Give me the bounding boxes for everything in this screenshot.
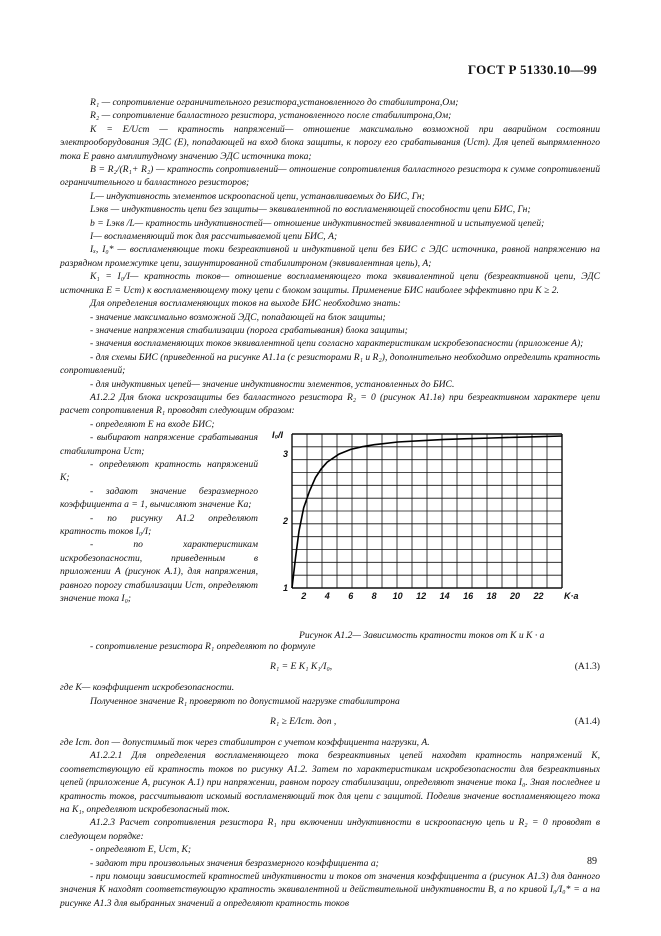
paragraph: L— индуктивность элементов искроопасной цепи, устанавливаемых до БИС, Гн;: [90, 190, 425, 202]
list-item: - для схемы БИС (приведенной на рисунке А1.1а (с резисторами R₁ и R₂), дополнительно необходимо определить кратность сопротивлений;: [60, 351, 600, 377]
x-tick-label: 14: [439, 590, 450, 601]
paragraph: Для определения воспламеняющих токов на выходе БИС необходимо знать:: [90, 298, 401, 310]
list-item: - определяют E на входе БИС;: [90, 418, 215, 430]
list-item: - сопротивление резистора R₁ определяют по формуле: [90, 640, 316, 652]
document-body: [60, 96, 600, 910]
page-header: ГОСТ Р 51330.10—99: [467, 62, 597, 77]
x-tick-label: 8: [371, 590, 377, 601]
formula-number: (А1.3): [574, 661, 600, 673]
x-tick-label: 16: [463, 590, 474, 601]
x-axis-label: K·a: [564, 590, 579, 601]
paragraph: Полученное значение R₁ проверяют по допустимой нагрузке стабилитрона: [90, 695, 400, 707]
paragraph: где Iст. доп — допустимый ток через стабилитрон с учетом коэффициента нагрузки, А.: [60, 736, 430, 748]
paragraph: B = R₂/(R₁+ R₂) — кратность сопротивлений— отношение сопротивления балластного резистора к сумме сопротивлений ограничительного и балластного резисторов;: [60, 164, 600, 189]
current-ratio-chart: [267, 420, 600, 640]
y-tick-label: 3: [282, 448, 288, 459]
figure-wrap: [60, 418, 600, 640]
x-tick-label: 22: [533, 590, 544, 601]
list-item: - для индуктивных цепей— значение индуктивности элементов, установленных до БИС.: [90, 378, 455, 390]
paragraph: R₂ — сопротивление балластного резистора, установленного после стабилитрона,Ом;: [90, 110, 452, 122]
x-tick-label: 2: [301, 590, 307, 601]
list-item: - задают три произвольных значения безразмерного коэффициента a;: [90, 857, 379, 869]
paragraph: А1.2.3 Расчет сопротивления резистора R₁ при включении индуктивности в искроопасную цепь и R₂ = 0 проводят в следующем порядке:: [60, 817, 600, 842]
list-item: - по рисунку А1.2 определяют кратность токов I₀/I;: [60, 512, 258, 537]
x-tick-label: 20: [510, 590, 521, 601]
figure-caption: Рисунок А1.2— Зависимость кратности токов от K и K · a: [299, 629, 545, 641]
formula-number: (А1.4): [574, 715, 600, 727]
formula-text: R₁ = E K₁ K₁/I₀,: [270, 661, 333, 673]
page-number: 89: [587, 856, 597, 867]
list-item: - при помощи зависимостей кратностей индуктивности и токов от значения коэффициента a (рисунок А1.3) для данного значения K находят соответствующую кратность эквивалентной и действительной индуктивности B, а по кривой I₀/I₀* = a на рисунке А1.3 для выбранных значений a определяют кратность токов: [60, 871, 600, 909]
x-tick-label: 10: [392, 590, 403, 601]
y-axis-label: I₀/I: [272, 429, 284, 440]
formula-a14: [60, 712, 600, 732]
y-tick-label: 2: [282, 515, 288, 526]
x-tick-label: 12: [416, 590, 427, 601]
paragraph: А1.2.2.1 Для определения воспламеняющего тока безреактивных цепей находят кратность напряжений K, соответствующую ей кратность токов по рисунку А1.2. Затем по характеристикам искробезопасности для безреактивных цепей (приложение А, рисунок А.1) при напряжении, равном порогу стабилизации, определяют значение тока I₀. Зная последнее и кратность токов, рассчитывают искомый воспламеняющий ток для цепи с защитой. Поделив значение воспламеняющего тока на K₁, определяют искробезопасный ток.: [60, 750, 600, 815]
x-tick-label: 18: [486, 590, 497, 601]
paragraph: R₁ — сопротивление ограничительного резистора,установленного до стабилитрона,Ом;: [90, 97, 459, 108]
paragraph: K₁ = I₀/I— кратность токов— отношение воспламеняющего тока эквивалентной цепи (безреактивной цепи, ЭДС источника E = Uст) к воспламеняющему току цепи с блоком защиты. Применение БИС наиболее эффективно при K ≥ 2.: [60, 271, 600, 296]
y-tick-label: 1: [282, 582, 288, 593]
list-item: - значение напряжения стабилизации (порога срабатывания) блока защиты;: [90, 324, 408, 336]
list-item: - задают значение безразмерного коэффициента a = 1, вычисляют значение Ka;: [60, 485, 258, 511]
x-tick-label: 6: [348, 590, 354, 601]
paragraph: Lэкв — индуктивность цепи без защиты— эквивалентной по воспламеняющей способности цепи БИС, Гн;: [90, 204, 531, 216]
paragraph: I— воспламеняющий ток для рассчитываемой цепи БИС, А;: [90, 231, 338, 243]
list-item: - выбирают напряжение срабатывания стабилитрона Uст;: [60, 432, 258, 457]
formula-text: R₁ ≥ E/Iст. доп ,: [270, 715, 337, 727]
paragraph: Iₓ, I₀* — воспламеняющие токи безреактивной и индуктивной цепи без БИС с ЭДС источника, равной напряжению на разрядном промежутке цепи, зашунтированной стабилитроном (эквивалентная цепь), А;: [60, 244, 600, 269]
paragraph: где K— коэффициент искробезопасности.: [60, 682, 235, 694]
list-item: - значение максимально возможной ЭДС, попадающей на блок защиты;: [90, 311, 386, 323]
list-item: - определяют E, Uст, K;: [90, 844, 192, 856]
formula-a13: [60, 657, 600, 677]
list-item: - значения воспламеняющих токов эквивалентной цепи согласно характеристикам искробезопасности (приложение А);: [90, 338, 584, 350]
list-item: - определяют кратность напряжений K;: [60, 458, 258, 484]
paragraph: b = Lэкв /L— кратность индуктивностей— отношение индуктивностей эквивалентной и испытуемой цепей;: [90, 217, 545, 229]
x-tick-label: 4: [324, 590, 330, 601]
paragraph: А1.2.2 Для блока искрозащиты без балластного резистора R₂ = 0 (рисунок А1.1в) при безреактивном характере цепи расчет сопротивления R₁ проводят следующим образом:: [60, 391, 600, 417]
paragraph: K = E/Uст — кратность напряжений— отношение максимально возможной при аварийном состоянии электрооборудования ЭДС (E), попадающей на вход блока защиты, к порогу его срабатывания (Uст). Для цепей выпрямленного тока E равно амплитудному значению ЭДС источника тока;: [60, 123, 600, 162]
left-column: [60, 418, 258, 606]
list-item: - по характеристикам искробезопасности, приведенным в приложении А (рисунок А.1), для напряжения, равного порогу стабилизации Uст, определяют значение тока I₀;: [60, 539, 258, 605]
